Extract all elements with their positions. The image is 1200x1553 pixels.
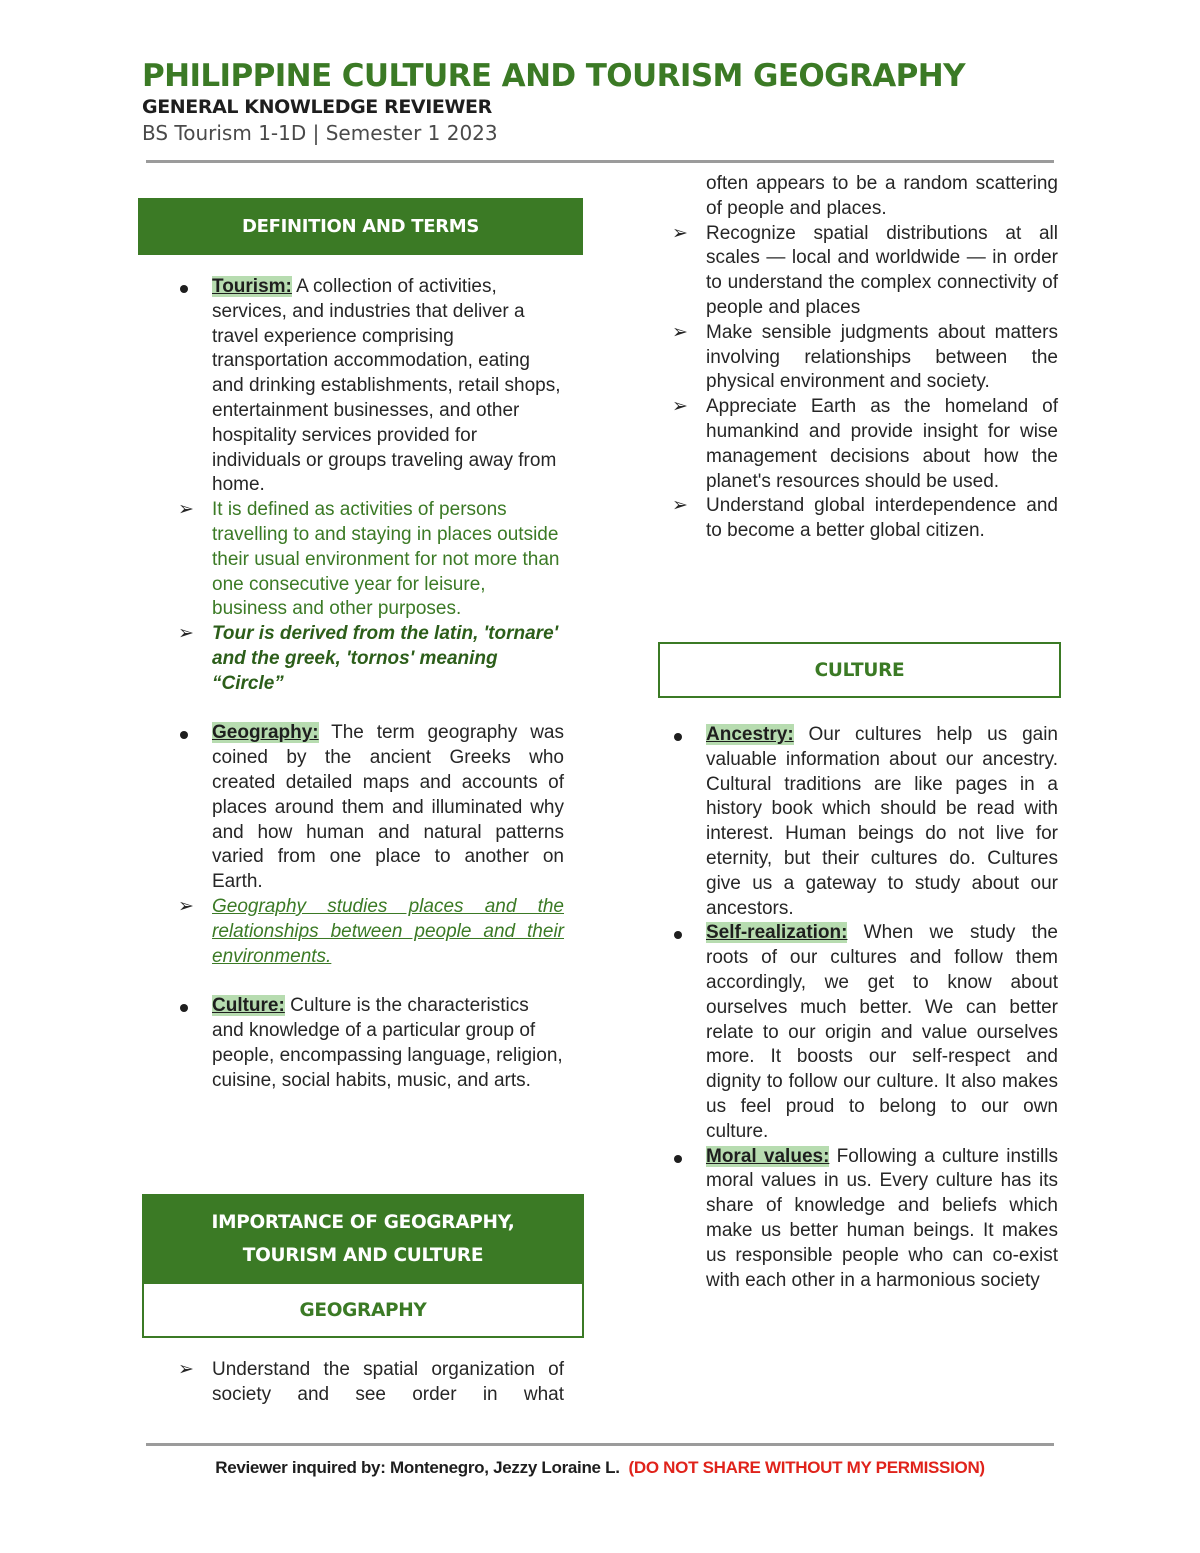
geo-point-3-text: Make sensible judgments about matters involving relationships between the physical environment and society.	[706, 321, 1058, 393]
arrowhead-bullet-icon: ➢	[178, 895, 194, 917]
moral-values-item	[706, 1145, 1058, 1294]
filled-dot-icon	[674, 733, 682, 741]
geography-importance-list	[672, 172, 1058, 544]
course-semester-line: BS Tourism 1-1D | Semester 1 2023	[142, 121, 498, 145]
geography-subpoint	[178, 895, 564, 969]
geo-point-3	[672, 321, 1058, 395]
arrowhead-bullet-icon: ➢	[672, 495, 688, 517]
tourism-definition: A collection of activities, services, and industries that deliver a travel experience comprising transportation accommodation, eating and drinking establishments, retail shops, entertainment businesses, and other hospitality services provided for individuals or groups traveling away from home.	[212, 276, 561, 496]
geo-point-1-continued: often appears to be a random scattering of people and places.	[706, 173, 1058, 219]
geo-point-5-text: Understand global interdependence and to become a better global citizen.	[706, 495, 1058, 542]
self-realization-item	[706, 921, 1058, 1144]
geo-point-2-text: Recognize spatial distributions at all scales — local and worldwide — in order to understand the complex connectivity of people and places	[706, 222, 1058, 318]
tour-etymology-text: Tour is derived from the latin, 'tornare' and the greek, 'tornos' meaning “Circle”	[212, 623, 559, 694]
culture-importance-list	[706, 723, 1058, 1293]
definitions-list	[178, 275, 564, 1093]
footer-warning: (DO NOT SHARE WITHOUT MY PERMISSION)	[628, 1458, 985, 1477]
arrowhead-bullet-icon: ➢	[672, 222, 688, 244]
document-subtitle: GENERAL KNOWLEDGE REVIEWER	[142, 96, 492, 118]
geo-point-2	[672, 222, 1058, 321]
filled-dot-icon	[674, 1155, 682, 1163]
geo-point-5	[672, 494, 1058, 544]
geo-point-1	[178, 1358, 564, 1408]
geography-subheading: GEOGRAPHY	[142, 1282, 584, 1338]
header-divider	[146, 160, 1054, 163]
geo-point-1-text: Understand the spatial organization of society and see order in what	[212, 1359, 564, 1405]
document-title: PHILIPPINE CULTURE AND TOURISM GEOGRAPHY	[142, 58, 965, 94]
self-realization-term: Self-realization:	[706, 922, 848, 944]
filled-dot-icon	[674, 931, 682, 939]
importance-heading-line2: TOURISM AND CULTURE	[242, 1245, 484, 1266]
footer-divider	[146, 1443, 1054, 1446]
tourism-item	[212, 275, 564, 498]
geography-item	[212, 721, 564, 895]
geography-subpoint-text: Geography studies places and the relationships between people and their environments.	[212, 895, 564, 967]
tourism-term: Tourism:	[212, 276, 292, 297]
culture-definition: Culture is the characteristics and knowledge of a particular group of people, encompassing language, religion, cuisine, social habits, music, and arts.	[212, 995, 563, 1091]
filled-dot-icon	[180, 285, 188, 293]
tourism-subpoint	[178, 498, 564, 622]
geo-point-4	[672, 395, 1058, 494]
filled-dot-icon	[180, 1004, 188, 1012]
self-realization-text: When we study the roots of our cultures and follow them accordingly, we get to know about ourselves much better. We can better relate to our origin and value ourselves more. It boosts our self-respect and dignity to follow our culture. It also makes us feel proud to belong to our own culture.	[706, 922, 1058, 1142]
tourism-subpoint-text: It is defined as activities of persons travelling to and staying in places outside their usual environment for not more than one consecutive year for leisure, business and other purposes.	[212, 499, 560, 620]
importance-heading	[142, 1194, 584, 1284]
definitions-heading: DEFINITION AND TERMS	[138, 198, 583, 255]
arrowhead-bullet-icon: ➢	[672, 396, 688, 418]
ancestry-term: Ancestry:	[706, 724, 794, 745]
filled-dot-icon	[180, 731, 188, 739]
culture-term: Culture:	[212, 995, 285, 1017]
importance-heading-line1: IMPORTANCE OF GEOGRAPHY,	[211, 1212, 515, 1233]
geography-definition: The term geography was coined by the ancient Greeks who created detailed maps and accounts of places around them and illuminated why and how human and natural patterns varied from one place to another on Earth.	[212, 722, 564, 893]
footer-credit	[0, 1458, 1200, 1478]
arrowhead-bullet-icon: ➢	[178, 1359, 194, 1380]
ancestry-text: Our cultures help us gain valuable information about our ancestry. Cultural traditions are like pages in a history book which should be read with interest. Human beings do not live for eternity, but their cultures do. Cultures give us a gateway to study about our ancestors.	[706, 724, 1058, 919]
arrowhead-bullet-icon: ➢	[178, 623, 194, 645]
geo-point-4-text: Appreciate Earth as the homeland of humankind and provide insight for wise management decisions about how the planet's resources should be used.	[706, 396, 1058, 492]
culture-heading: CULTURE	[658, 642, 1061, 698]
arrowhead-bullet-icon: ➢	[178, 499, 194, 521]
ancestry-item	[706, 723, 1058, 921]
moral-values-text: Following a culture instills moral values in us. Every culture has its share of knowledge and beliefs which make us better human beings. It makes us responsible people who can co-exist with each other in a harmonious society	[706, 1145, 1058, 1291]
arrowhead-bullet-icon: ➢	[672, 321, 688, 343]
footer-label: Reviewer inquired by: Montenegro, Jezzy Loraine L.	[215, 1458, 620, 1477]
tour-etymology	[178, 622, 564, 696]
geography-term: Geography:	[212, 722, 319, 744]
geography-importance-start	[178, 1358, 564, 1408]
culture-item	[212, 994, 564, 1093]
moral-values-term: Moral values:	[706, 1145, 830, 1167]
